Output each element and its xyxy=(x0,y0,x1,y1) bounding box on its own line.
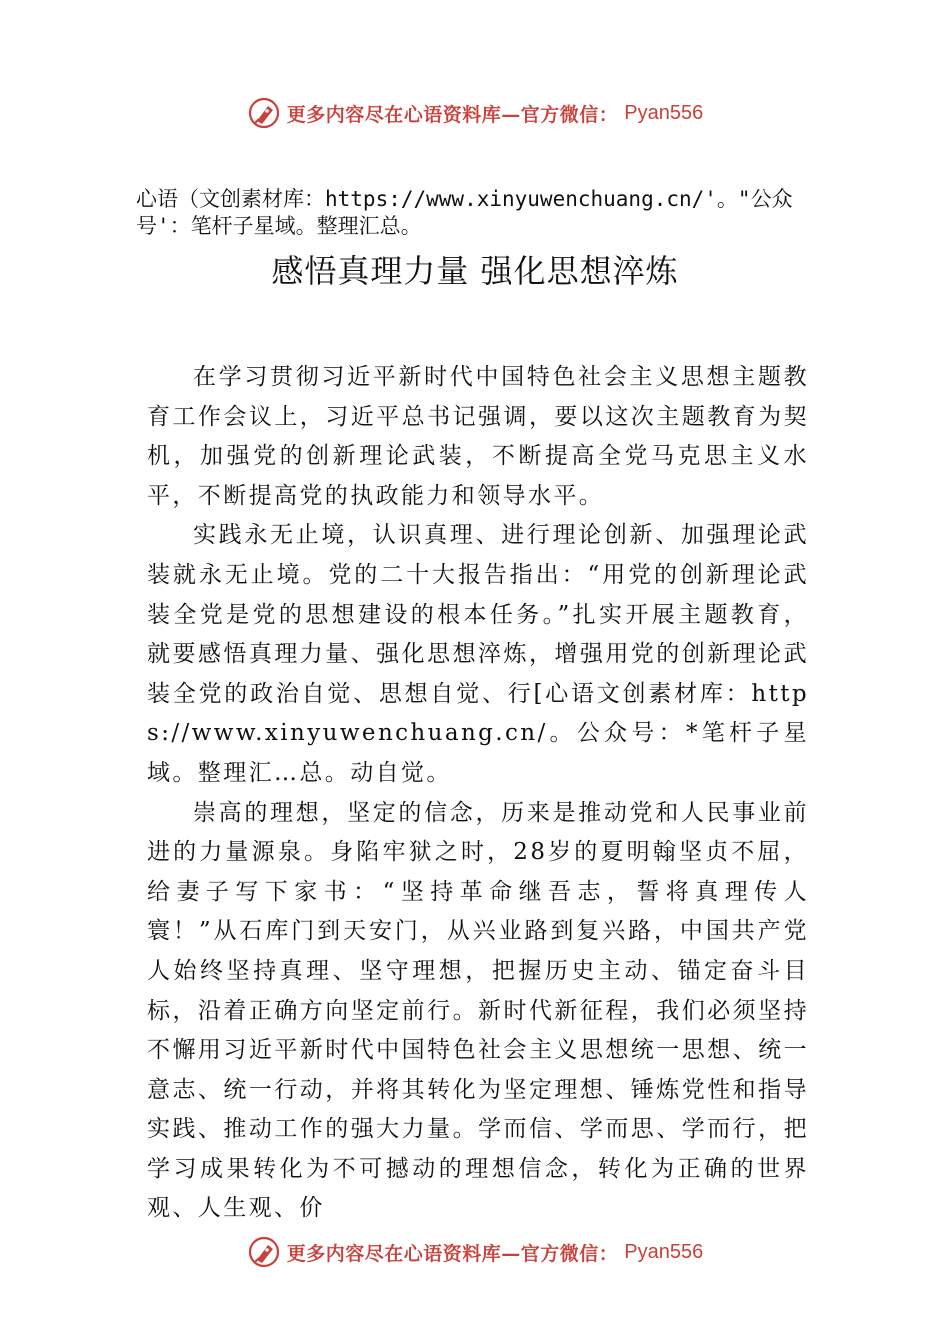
banner-text: 更多内容尽在心语资料库—官方微信： xyxy=(286,1242,619,1265)
paragraph: 崇高的理想，坚定的信念，历来是推动党和人民事业前进的力量源泉。身陷牢狱之时，28岁的夏明翰坚贞不屈，给妻子写下家书：“坚持革命继吾志，誓将真理传人寰！”从石库门到天安门，从兴业路到复兴路，中国共产党人始终坚持真理、坚守理想，把握历史主动、锚定奋斗目标，沿着正确方向坚定前行。新时代新征程，我们必须坚持不懈用习近平新时代中国特色社会主义思想统一思想、统一意志、统一行动，并将其转化为坚定理想、锤炼党性和指导实践、推动工作的强大力量。学而信、学而思、学而行，把学习成果转化为不可撼动的理想信念，转化为正确的世界观、人生观、价 xyxy=(147,799,809,1222)
paragraph: 实践永无止境，认识真理、进行理论创新、加强理论武装就永无止境。党的二十大报告指出：“用党的创新理论武装全党是党的思想建设的根本任务。”扎实开展主题教育，就要感悟真理力量、强化思想淬炼，增强用党的创新理论武装全党的政治自觉、思想自觉、行[心语文创素材库：https://www.xinyuwenchuang.cn/。公众号：*笔杆子星域。整理汇…总。动自觉。 xyxy=(147,522,809,786)
pen-nib-logo-icon xyxy=(247,96,281,130)
banner-text: 更多内容尽在心语资料库—官方微信： xyxy=(286,103,619,126)
footer-banner xyxy=(0,1232,950,1272)
document-title: 感悟真理力量 强化思想淬炼 xyxy=(271,252,679,290)
pen-nib-logo-icon xyxy=(247,1235,281,1269)
header-banner xyxy=(0,93,950,133)
document-body xyxy=(147,358,809,1229)
source-note: 心语（文创素材库：https://www.xinyuwenchuang.cn/'。"公众号'：笔杆子星域。整理汇总。 xyxy=(136,187,793,238)
paragraph: 在学习贯彻习近平新时代中国特色社会主义思想主题教育工作会议上，习近平总书记强调，要以这次主题教育为契机，加强党的创新理论武装，不断提高全党马克思主义水平，不断提高党的执政能力和领导水平。 xyxy=(147,364,809,509)
wechat-id: Pyan556 xyxy=(624,1240,704,1263)
wechat-id: Pyan556 xyxy=(624,101,704,124)
